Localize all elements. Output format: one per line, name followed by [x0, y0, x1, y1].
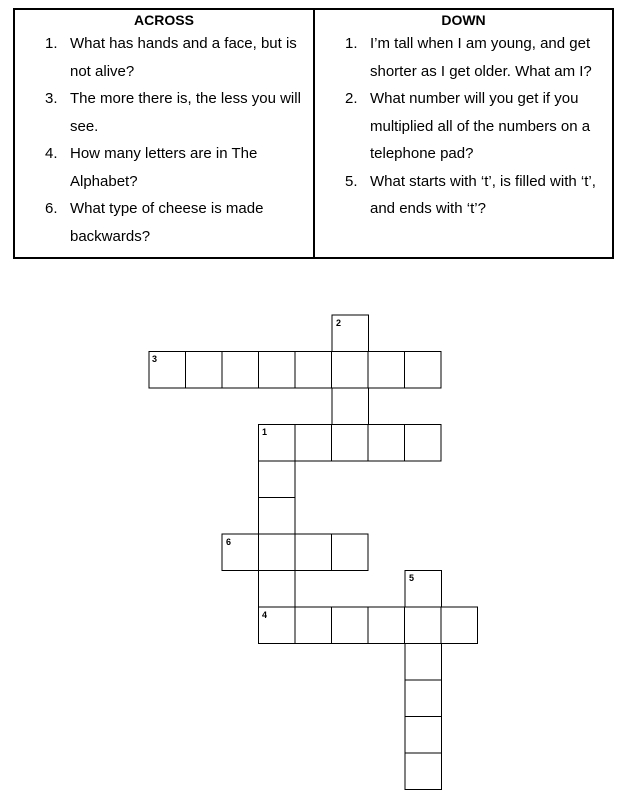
clue-number: 2.: [345, 90, 358, 107]
crossword-cell[interactable]: [441, 607, 478, 644]
across-heading: ACROSS: [134, 12, 194, 28]
clue-number: 5.: [345, 172, 358, 190]
clue-text: What starts with ‘t’, is filled with ‘t’, and ends with ‘t’?: [370, 172, 596, 217]
clue-text: How many letters are in The Alphabet?: [70, 145, 258, 190]
clue-text: The more there is, the less you will see.: [70, 90, 301, 135]
crossword-cell[interactable]: [295, 607, 332, 644]
clue-number: 1.: [345, 35, 358, 52]
clue-number: 6.: [45, 200, 58, 217]
crossword-cell[interactable]: [405, 352, 442, 389]
clue-number: 4.: [45, 145, 58, 162]
clue-number: 3.: [45, 90, 58, 107]
crossword-cell[interactable]: [295, 352, 332, 389]
down-heading: DOWN: [441, 12, 486, 28]
cell-number-4: 4: [262, 610, 268, 620]
crossword-cell[interactable]: [295, 425, 332, 462]
crossword-cell[interactable]: [222, 352, 259, 389]
crossword-cell[interactable]: [405, 680, 442, 717]
crossword-cell[interactable]: [405, 425, 442, 462]
crossword-cell[interactable]: [186, 352, 223, 389]
crossword-cell[interactable]: [259, 534, 296, 571]
cell-number-1: 1: [262, 427, 268, 437]
cell-number-3: 3: [152, 354, 158, 364]
crossword-cell[interactable]: [368, 607, 405, 644]
clue-text: What type of cheese is made backwards?: [70, 200, 264, 245]
crossword-cell[interactable]: [368, 425, 405, 462]
crossword-cell[interactable]: [332, 607, 369, 644]
clue-number: 1.: [45, 35, 58, 52]
cell-number-5: 5: [409, 573, 415, 583]
cell-number-6: 6: [226, 537, 232, 547]
crossword-cell[interactable]: [405, 753, 442, 790]
crossword-cell[interactable]: [405, 717, 442, 754]
crossword-cell[interactable]: [405, 607, 442, 644]
clue-text: What number will you get if you multiplied all of the numbers on a telephone pad?: [370, 90, 591, 162]
clue-text: What has hands and a face, but is not alive?: [70, 35, 297, 80]
clue-text: I’m tall when I am young, and get shorter as I get older. What am I?: [370, 35, 592, 80]
crossword-cell[interactable]: [259, 498, 296, 535]
crossword-cell[interactable]: [332, 534, 369, 571]
crossword-cell[interactable]: [405, 644, 442, 681]
crossword-cell[interactable]: [332, 352, 369, 389]
crossword-cell[interactable]: [259, 461, 296, 498]
crossword-cell[interactable]: [295, 534, 332, 571]
crossword-cell[interactable]: [368, 352, 405, 389]
crossword-cell[interactable]: [332, 425, 369, 462]
crossword-cell[interactable]: [259, 571, 296, 608]
crossword-cell[interactable]: [332, 388, 369, 425]
cell-number-2: 2: [336, 318, 342, 328]
crossword-cell[interactable]: [259, 352, 296, 389]
